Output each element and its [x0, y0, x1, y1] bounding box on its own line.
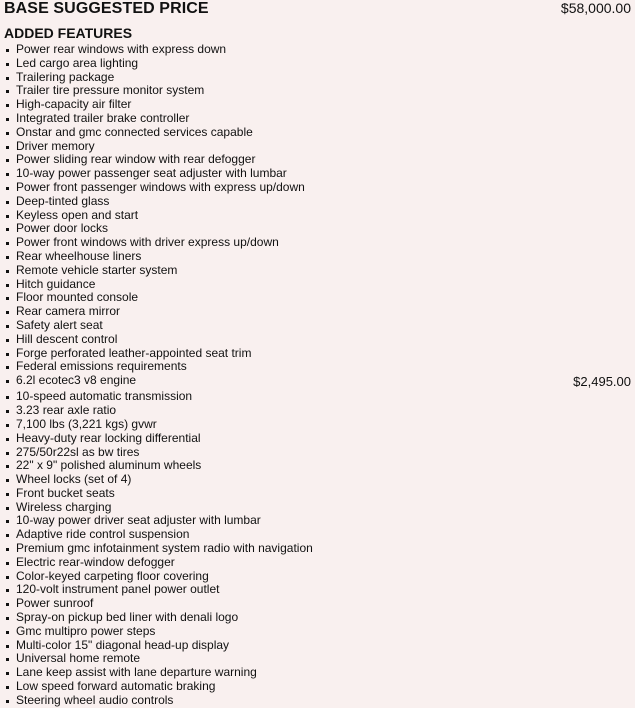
feature-list-item — [5, 305, 631, 319]
added-features-price: $2,495.00 — [573, 374, 631, 390]
bullet-icon — [6, 380, 9, 383]
bullet-icon — [6, 215, 9, 218]
feature-label: Gmc multipro power steps — [16, 623, 156, 638]
bullet-icon — [6, 187, 9, 190]
feature-list-item — [5, 611, 631, 625]
feature-label: Lane keep assist with lane departure warning — [16, 665, 257, 680]
bullet-icon — [6, 424, 9, 427]
feature-list-item — [5, 291, 631, 305]
bullet-icon — [6, 146, 9, 149]
bullet-icon — [6, 228, 9, 231]
feature-list-item — [5, 236, 631, 250]
feature-list-item — [5, 153, 631, 167]
bullet-icon — [6, 366, 9, 369]
feature-list-item — [5, 666, 631, 680]
bullet-icon — [6, 520, 9, 523]
feature-list-item — [5, 680, 631, 694]
feature-list-item — [5, 319, 631, 333]
bullet-icon — [6, 242, 9, 245]
feature-label: Deep-tinted glass — [16, 193, 110, 208]
feature-label: Rear wheelhouse liners — [16, 248, 142, 263]
feature-list-item — [5, 404, 631, 418]
feature-label: Wireless charging — [16, 499, 112, 514]
feature-label: Onstar and gmc connected services capable — [16, 124, 253, 139]
feature-label: Low speed forward automatic braking — [16, 679, 216, 694]
feature-label: Federal emissions requirements — [16, 359, 187, 374]
bullet-icon — [6, 284, 9, 287]
bullet-icon — [6, 396, 9, 399]
feature-label: Steering wheel audio controls — [16, 692, 174, 707]
bullet-icon — [6, 493, 9, 496]
feature-label: Multi-color 15" diagonal head-up display — [16, 637, 230, 652]
bullet-icon — [6, 132, 9, 135]
feature-list-item — [5, 126, 631, 140]
bullet-icon — [6, 270, 9, 273]
feature-label: Trailer tire pressure monitor system — [16, 83, 205, 98]
feature-list-item — [5, 43, 631, 57]
bullet-icon — [6, 63, 9, 66]
feature-label: 7,100 lbs (3,221 kgs) gvwr — [16, 416, 157, 431]
bullet-icon — [6, 325, 9, 328]
feature-list-item — [5, 390, 631, 404]
bullet-icon — [6, 311, 9, 314]
feature-label: Remote vehicle starter system — [16, 262, 178, 277]
bullet-icon — [6, 617, 9, 620]
feature-list-item — [5, 71, 631, 85]
feature-list-item — [5, 181, 631, 195]
feature-label: Hitch guidance — [16, 276, 96, 291]
feature-label: Floor mounted console — [16, 290, 139, 305]
feature-list-item — [5, 195, 631, 209]
feature-label: 120-volt instrument panel power outlet — [16, 582, 220, 597]
bullet-icon — [6, 589, 9, 592]
feature-label: High-capacity air filter — [16, 97, 132, 112]
feature-label: 3.23 rear axle ratio — [16, 403, 117, 418]
feature-list-item — [5, 556, 631, 570]
feature-list-item — [5, 473, 631, 487]
feature-label: Power sunroof — [16, 596, 94, 611]
feature-list-item — [5, 278, 631, 292]
base-price-value: $58,000.00 — [560, 0, 631, 16]
feature-label: Color-keyed carpeting floor covering — [16, 568, 209, 583]
feature-list-item — [5, 167, 631, 181]
bullet-icon — [6, 686, 9, 689]
feature-label: Led cargo area lighting — [16, 55, 139, 70]
feature-list-item — [5, 514, 631, 528]
feature-list-item — [5, 360, 631, 374]
bullet-icon — [6, 339, 9, 342]
feature-list-item — [5, 418, 631, 432]
feature-list-item — [5, 446, 631, 460]
feature-label: 275/50r22sl as bw tires — [16, 444, 140, 459]
feature-list-item — [5, 542, 631, 556]
feature-list-item — [5, 140, 631, 154]
bullet-icon — [6, 465, 9, 468]
feature-list-item — [5, 209, 631, 223]
feature-list-item — [5, 374, 631, 390]
bullet-icon — [6, 452, 9, 455]
bullet-icon — [6, 159, 9, 162]
feature-list-item — [5, 432, 631, 446]
bullet-icon — [6, 49, 9, 52]
feature-label: Forge perforated leather-appointed seat trim — [16, 345, 252, 360]
feature-list-item — [5, 528, 631, 542]
bullet-icon — [6, 353, 9, 356]
feature-label: Adaptive ride control suspension — [16, 527, 190, 542]
bullet-icon — [6, 118, 9, 121]
feature-label: 22" x 9" polished aluminum wheels — [16, 458, 202, 473]
feature-list-item — [5, 222, 631, 236]
bullet-icon — [6, 645, 9, 648]
feature-list-item — [5, 501, 631, 515]
feature-label: Hill descent control — [16, 331, 118, 346]
feature-list-item — [5, 459, 631, 473]
feature-label: Safety alert seat — [16, 317, 103, 332]
feature-label: Spray-on pickup bed liner with denali logo — [16, 610, 239, 625]
feature-list-item — [5, 84, 631, 98]
feature-label: Power front windows with driver express up/down — [16, 235, 279, 250]
bullet-icon — [6, 631, 9, 634]
feature-label: 10-way power driver seat adjuster with lumbar — [16, 513, 261, 528]
added-features-list — [5, 43, 631, 708]
bullet-icon — [6, 658, 9, 661]
bullet-icon — [6, 507, 9, 510]
feature-list-item — [5, 597, 631, 611]
feature-label: Front bucket seats — [16, 485, 115, 500]
feature-list-item — [5, 583, 631, 597]
feature-label: Power sliding rear window with rear defogger — [16, 152, 256, 167]
bullet-icon — [6, 438, 9, 441]
bullet-icon — [6, 576, 9, 579]
feature-label: Power door locks — [16, 221, 109, 236]
bullet-icon — [6, 548, 9, 551]
feature-list-item — [5, 487, 631, 501]
bullet-icon — [6, 700, 9, 703]
feature-label: Trailering package — [16, 69, 115, 84]
feature-label: Rear camera mirror — [16, 304, 121, 319]
feature-label: Keyless open and start — [16, 207, 139, 222]
feature-label: Wheel locks (set of 4) — [16, 472, 132, 487]
feature-list-item — [5, 57, 631, 71]
feature-list-item — [5, 250, 631, 264]
feature-label: Power front passenger windows with express up/down — [16, 179, 305, 194]
feature-list-item — [5, 694, 631, 708]
feature-list-item — [5, 112, 631, 126]
bullet-icon — [6, 603, 9, 606]
feature-list-item — [5, 570, 631, 584]
base-price-row — [4, 0, 631, 18]
bullet-icon — [6, 173, 9, 176]
feature-label: 10-speed automatic transmission — [16, 389, 193, 404]
bullet-icon — [6, 672, 9, 675]
bullet-icon — [6, 297, 9, 300]
feature-label: 6.2l ecotec3 v8 engine — [16, 373, 137, 388]
feature-label: Electric rear-window defogger — [16, 554, 175, 569]
feature-list-item — [5, 98, 631, 112]
bullet-icon — [6, 479, 9, 482]
feature-list-item — [5, 652, 631, 666]
feature-label: 10-way power passenger seat adjuster with lumbar — [16, 166, 287, 181]
bullet-icon — [6, 256, 9, 259]
bullet-icon — [6, 77, 9, 80]
bullet-icon — [6, 534, 9, 537]
feature-label: Premium gmc infotainment system radio with navigation — [16, 541, 313, 556]
feature-label: Integrated trailer brake controller — [16, 110, 190, 125]
feature-list-item — [5, 347, 631, 361]
added-features-heading: ADDED FEATURES — [4, 25, 133, 41]
feature-list-item — [5, 333, 631, 347]
feature-list-item — [5, 264, 631, 278]
feature-label: Driver memory — [16, 138, 95, 153]
bullet-icon — [6, 104, 9, 107]
feature-label: Heavy-duty rear locking differential — [16, 430, 201, 445]
bullet-icon — [6, 562, 9, 565]
bullet-icon — [6, 90, 9, 93]
feature-label: Power rear windows with express down — [16, 42, 227, 56]
bullet-icon — [6, 201, 9, 204]
base-price-label: BASE SUGGESTED PRICE — [4, 0, 209, 17]
feature-list-item — [5, 625, 631, 639]
feature-list-item — [5, 639, 631, 653]
bullet-icon — [6, 410, 9, 413]
feature-label: Universal home remote — [16, 651, 141, 666]
